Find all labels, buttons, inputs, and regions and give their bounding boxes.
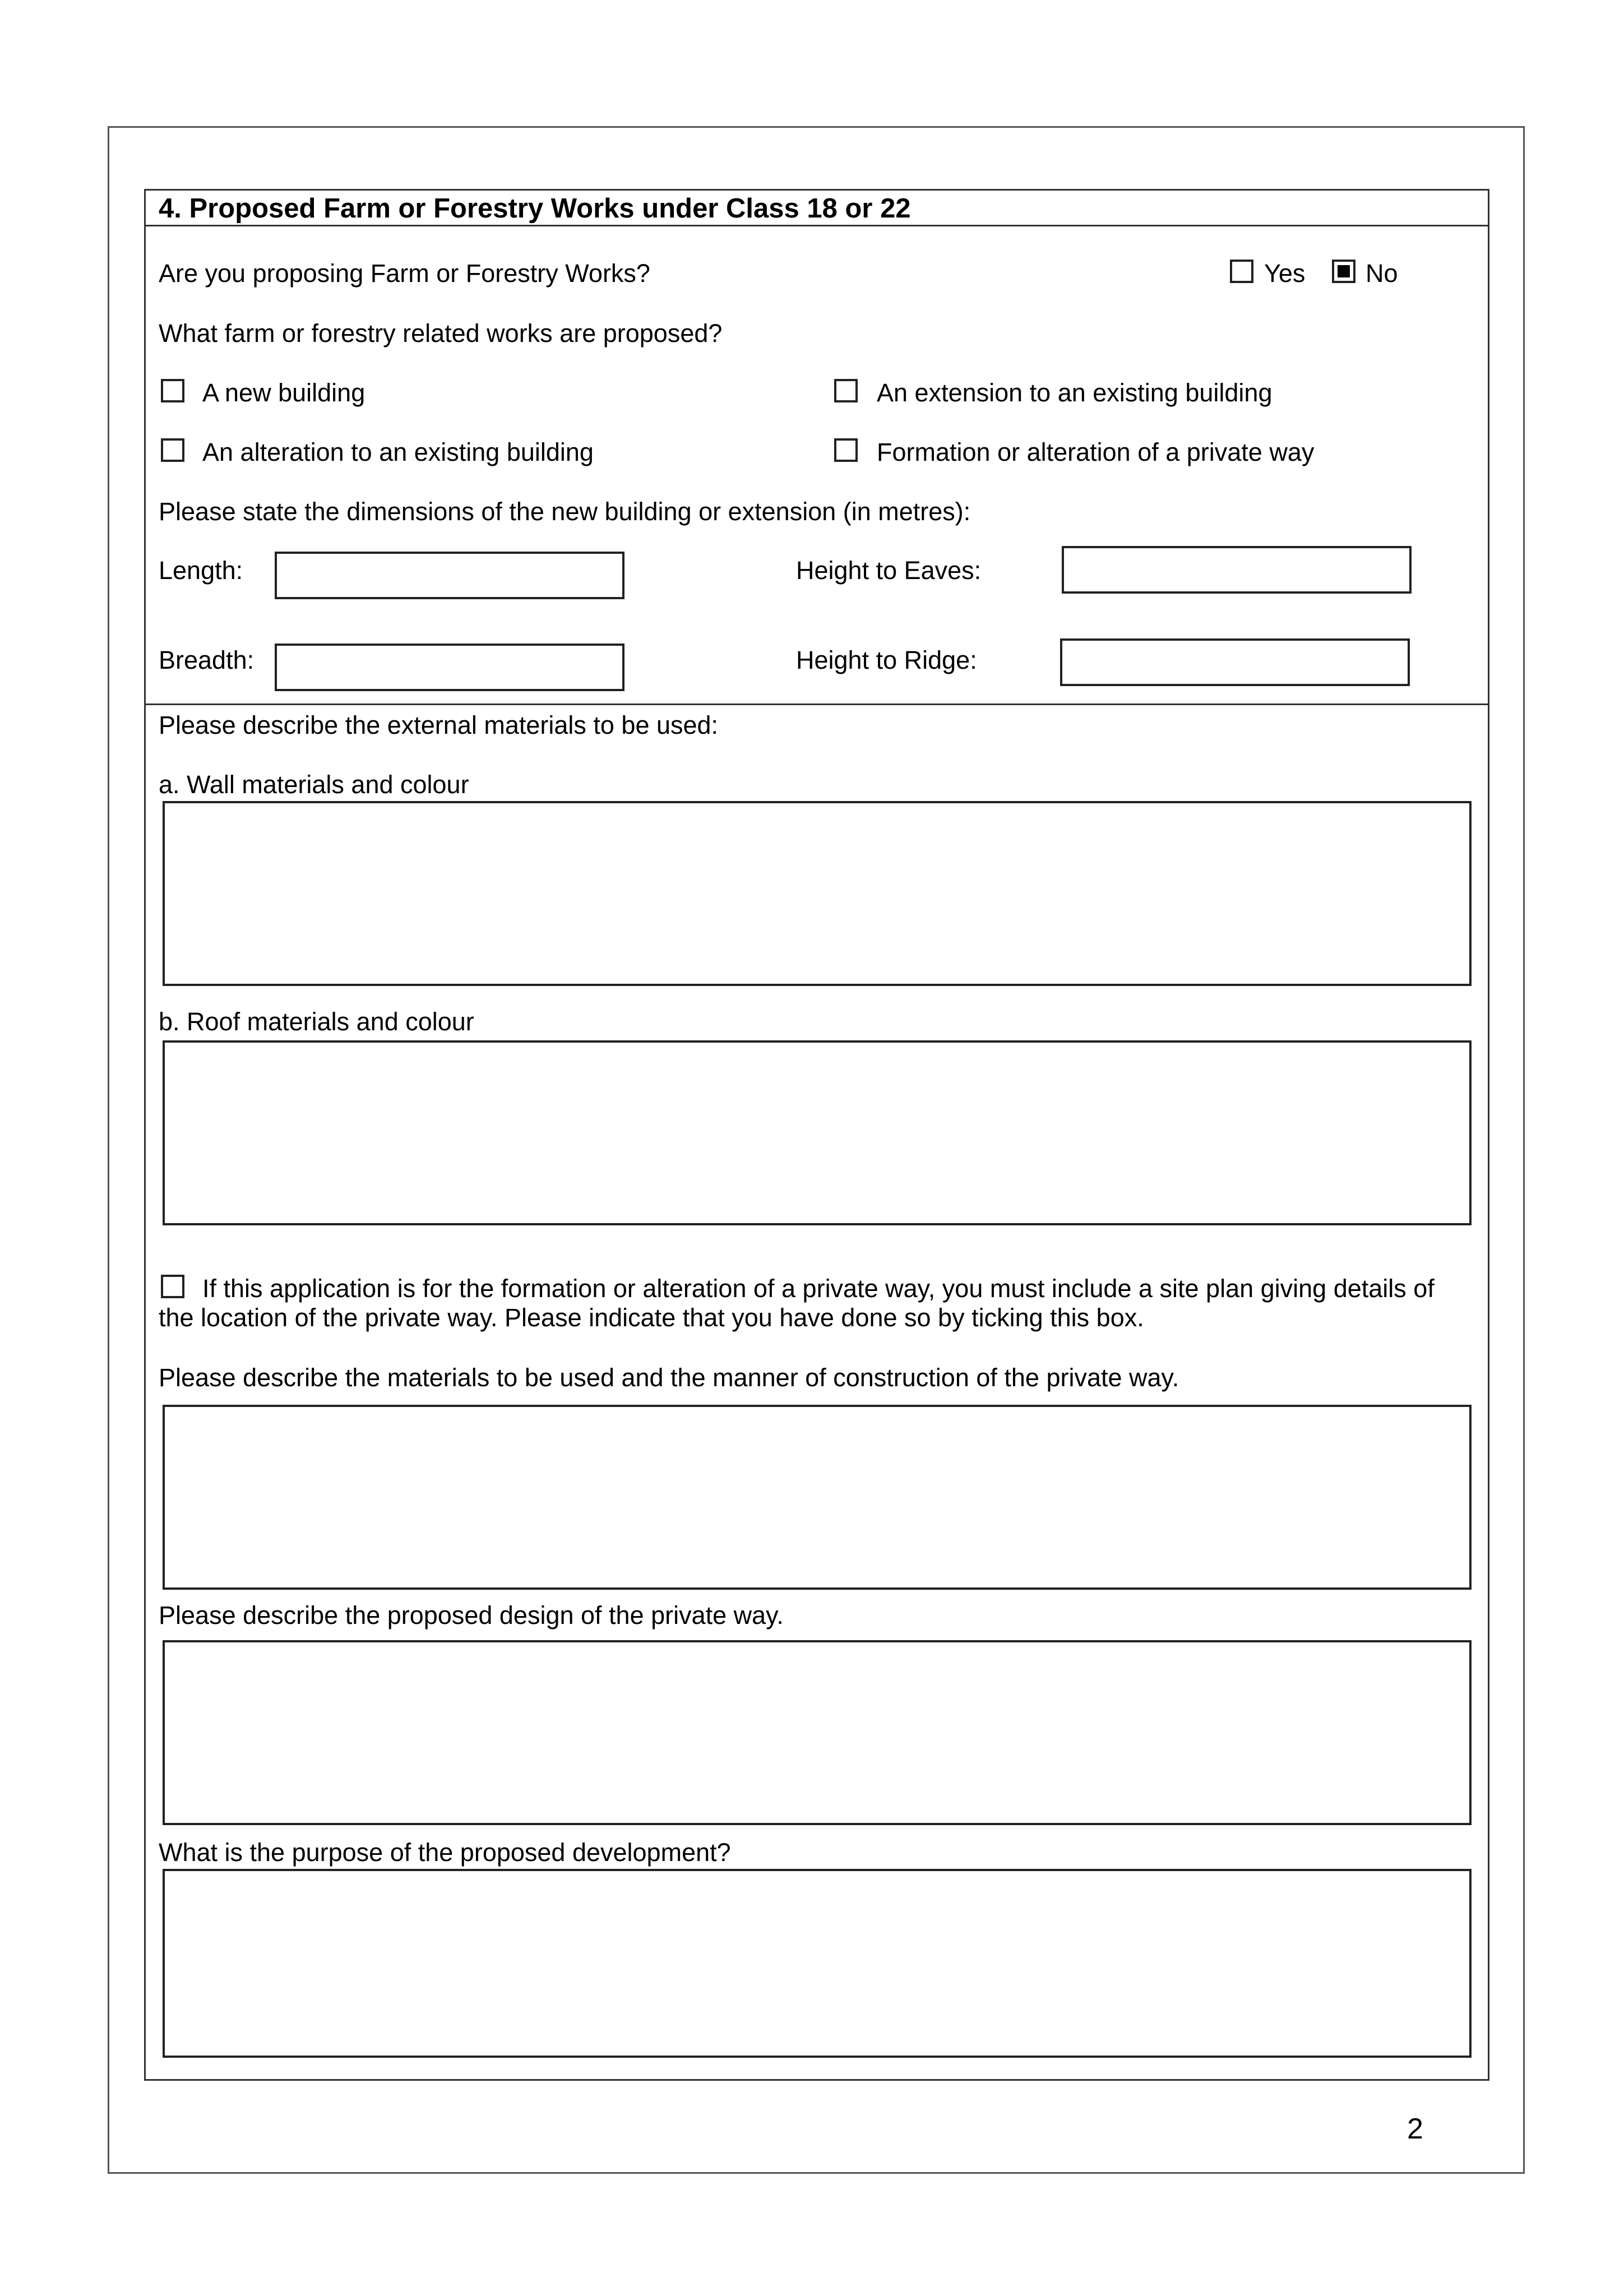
ridge-field[interactable] — [1060, 638, 1410, 686]
proposing-question: Are you proposing Farm or Forestry Works? — [159, 259, 650, 288]
yes-checkbox[interactable] — [1230, 260, 1253, 283]
purpose-label: What is the purpose of the proposed development? — [159, 1838, 731, 1867]
length-label: Length: — [159, 556, 243, 585]
extension-label: An extension to an existing building — [877, 378, 1273, 407]
dimensions-instruction: Please state the dimensions of the new building or extension (in metres): — [159, 497, 971, 526]
alteration-label: An alteration to an existing building — [202, 438, 594, 466]
private-way-materials-textarea[interactable] — [163, 1405, 1472, 1590]
site-plan-confirm-line1: If this application is for the formation or alteration of a private way, you must include a site plan giving details of — [202, 1274, 1435, 1303]
private-way-design-textarea[interactable] — [163, 1640, 1472, 1825]
dimensions-divider — [144, 703, 1489, 705]
ridge-label: Height to Ridge: — [796, 646, 977, 674]
no-checkbox[interactable] — [1332, 260, 1355, 283]
wall-materials-label: a. Wall materials and colour — [159, 770, 469, 799]
roof-materials-label: b. Roof materials and colour — [159, 1007, 474, 1036]
site-plan-confirm-checkbox[interactable] — [161, 1275, 184, 1298]
eaves-field[interactable] — [1062, 546, 1412, 594]
site-plan-confirm-line2: the location of the private way. Please indicate that you have done so by ticking this box. — [159, 1303, 1144, 1332]
section-title: 4. Proposed Farm or Forestry Works under Class 18 or 22 — [159, 193, 911, 224]
yes-label: Yes — [1264, 259, 1306, 288]
eaves-label: Height to Eaves: — [796, 556, 982, 585]
breadth-label: Breadth: — [159, 646, 255, 674]
wall-materials-textarea[interactable] — [163, 801, 1472, 986]
works-question: What farm or forestry related works are proposed? — [159, 319, 723, 348]
private-way-checkbox[interactable] — [834, 438, 858, 462]
length-field[interactable] — [275, 552, 624, 599]
purpose-textarea[interactable] — [163, 1869, 1472, 2058]
materials-instruction: Please describe the external materials to be used: — [159, 711, 719, 739]
breadth-field[interactable] — [275, 644, 624, 691]
extension-checkbox[interactable] — [834, 379, 858, 402]
private-way-materials-label: Please describe the materials to be used and the manner of construction of the private way. — [159, 1363, 1179, 1392]
alteration-checkbox[interactable] — [161, 438, 184, 462]
page-number: 2 — [1407, 2113, 1423, 2145]
private-way-label: Formation or alteration of a private way — [877, 438, 1315, 466]
title-divider — [144, 225, 1489, 226]
new-building-checkbox[interactable] — [161, 379, 184, 402]
private-way-design-label: Please describe the proposed design of the private way. — [159, 1601, 784, 1630]
roof-materials-textarea[interactable] — [163, 1040, 1472, 1225]
no-label: No — [1366, 259, 1398, 288]
new-building-label: A new building — [202, 378, 365, 407]
